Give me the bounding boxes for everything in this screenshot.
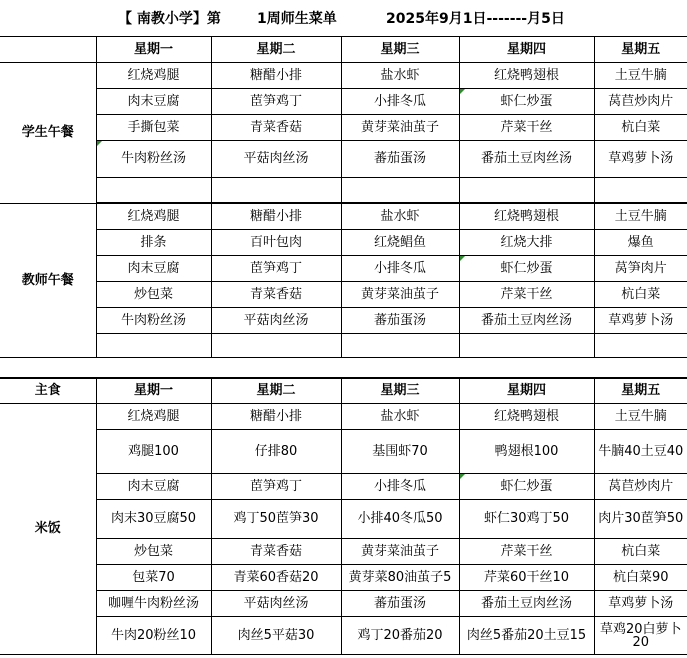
- teacher-row: [0, 256, 687, 282]
- staple-row: [0, 500, 687, 539]
- staple-row: [0, 591, 687, 617]
- menu-cell: 鸡腿100: [96, 430, 211, 474]
- staple-row: [0, 565, 687, 591]
- menu-cell: 糖醋小排: [211, 404, 341, 430]
- menu-cell: 鸡丁50茞笋30: [211, 500, 341, 539]
- student-row: [0, 63, 687, 89]
- staple-row: [0, 430, 687, 474]
- menu-cell: 蕃茄蛋汤: [341, 141, 459, 178]
- menu-cell: 虾仁30鸡丁50: [459, 500, 594, 539]
- menu-cell: 杭白菜: [594, 539, 687, 565]
- menu-cell: 小排冬瓜: [341, 474, 459, 500]
- teacher-lunch-label: 教师午餐: [0, 204, 96, 358]
- menu-cell: 仔排80: [211, 430, 341, 474]
- empty-cell: [341, 334, 459, 358]
- title-school: 【 南教小学】第: [118, 11, 221, 27]
- comment-marker-icon: [460, 474, 465, 479]
- section-gap: [0, 360, 687, 378]
- menu-cell: 芹菜干丝: [459, 282, 594, 308]
- empty-cell: [594, 178, 687, 203]
- student-empty-row: [0, 178, 687, 203]
- menu-cell: 番茄土豆肉丝汤: [459, 591, 594, 617]
- menu-cell: 肉末豆腐: [96, 474, 211, 500]
- menu-cell: 红烧鲳鱼: [341, 230, 459, 256]
- menu-cell: 莴笋肉片: [594, 256, 687, 282]
- weekday-header: 星期三: [341, 37, 459, 63]
- menu-cell: 杭白菜: [594, 115, 687, 141]
- weekday-header: 星期四: [459, 379, 594, 404]
- menu-cell: 肉末豆腐: [96, 89, 211, 115]
- staple-header-label: 主食: [0, 379, 96, 404]
- teacher-row: [0, 230, 687, 256]
- empty-cell: [211, 178, 341, 203]
- menu-cell: [459, 89, 594, 115]
- menu-cell: 肉丝5平菇30: [211, 617, 341, 655]
- menu-cell: 肉末30豆腐50: [96, 500, 211, 539]
- student-row: [0, 89, 687, 115]
- menu-cell: 红烧鸡腿: [96, 404, 211, 430]
- menu-cell: 爆鱼: [594, 230, 687, 256]
- staple-row: [0, 404, 687, 430]
- weekday-header: 星期五: [594, 37, 687, 63]
- menu-cell: 青菜香菇: [211, 115, 341, 141]
- menu-cell: 草鸡萝卜汤: [594, 141, 687, 178]
- weekday-header: 星期一: [96, 37, 211, 63]
- menu-cell: 草鸡萝卜汤: [594, 308, 687, 334]
- menu-cell: [459, 256, 594, 282]
- menu-cell: 蕃茄蛋汤: [341, 308, 459, 334]
- menu-cell: 杭白菜90: [594, 565, 687, 591]
- menu-cell: 番茄土豆肉丝汤: [459, 141, 594, 178]
- menu-cell-text: 牛肉粉丝汤: [120, 151, 186, 166]
- menu-cell: 基围虾70: [341, 430, 459, 474]
- menu-cell: 肉末豆腐: [96, 256, 211, 282]
- menu-cell: 红烧鸭翅根: [459, 63, 594, 89]
- menu-cell: 红烧大排: [459, 230, 594, 256]
- menu-cell: 糖醋小排: [211, 204, 341, 230]
- menu-cell: 黄芽菜油茧子: [341, 115, 459, 141]
- empty-cell: [96, 334, 211, 358]
- menu-cell: 手撕包菜: [96, 115, 211, 141]
- menu-cell: 黄芽菜油茧子: [341, 539, 459, 565]
- menu-cell: 青菜香菇: [211, 539, 341, 565]
- menu-cell: 黄芽菜油茧子: [341, 282, 459, 308]
- student-row: [0, 115, 687, 141]
- upper-menu-table: [0, 36, 687, 358]
- weekday-header: 星期一: [96, 379, 211, 404]
- menu-cell: 肉丝5番茄20土豆15: [459, 617, 594, 655]
- menu-cell: 莴苣炒肉片: [594, 474, 687, 500]
- menu-cell: [459, 474, 594, 500]
- empty-cell: [459, 334, 594, 358]
- menu-cell: 牛肉粉丝汤: [96, 308, 211, 334]
- weekday-header: 星期五: [594, 379, 687, 404]
- menu-cell: 红烧鸡腿: [96, 204, 211, 230]
- menu-cell: 盐水虾: [341, 404, 459, 430]
- menu-cell: 草鸡萝卜汤: [594, 591, 687, 617]
- menu-cell: 包菜70: [96, 565, 211, 591]
- corner-cell: [0, 37, 96, 63]
- empty-cell: [211, 334, 341, 358]
- teacher-row: [0, 308, 687, 334]
- menu-cell: 盐水虾: [341, 204, 459, 230]
- title-week: 1周师生菜单: [257, 11, 337, 27]
- menu-cell: 平菇肉丝汤: [211, 308, 341, 334]
- teacher-row: [0, 282, 687, 308]
- weekday-header: 星期二: [211, 37, 341, 63]
- menu-cell: 平菇肉丝汤: [211, 591, 341, 617]
- empty-cell: [341, 178, 459, 203]
- staple-menu-table: [0, 378, 687, 655]
- weekday-header: 星期三: [341, 379, 459, 404]
- menu-cell: 茞笋鸡丁: [211, 256, 341, 282]
- menu-cell: 小排冬瓜: [341, 256, 459, 282]
- menu-cell: 排条: [96, 230, 211, 256]
- comment-marker-icon: [97, 141, 102, 146]
- menu-cell: 鸭翅根100: [459, 430, 594, 474]
- empty-cell: [96, 178, 211, 203]
- title-dates: 2025年9月1日-------月5日: [386, 11, 565, 27]
- menu-cell: 草鸡20白萝卜20: [594, 617, 687, 655]
- menu-cell: 土豆牛腩: [594, 204, 687, 230]
- menu-cell-text: 虾仁炒蛋: [500, 260, 553, 276]
- weekday-header: 星期二: [211, 379, 341, 404]
- weekday-header-row: [0, 37, 687, 63]
- menu-cell: 芹菜干丝: [459, 115, 594, 141]
- staple-row: [0, 474, 687, 500]
- menu-cell: 肉片30茞笋50: [594, 500, 687, 539]
- menu-cell: 盐水虾: [341, 63, 459, 89]
- menu-cell: 青菜60香菇20: [211, 565, 341, 591]
- menu-cell: 小排冬瓜: [341, 89, 459, 115]
- menu-cell: 咖喱牛肉粉丝汤: [96, 591, 211, 617]
- comment-marker-icon: [460, 89, 465, 94]
- menu-cell: 蕃茄蛋汤: [341, 591, 459, 617]
- student-lunch-label: 学生午餐: [0, 63, 96, 204]
- menu-cell: 茞笋鸡丁: [211, 474, 341, 500]
- menu-cell: 百叶包肉: [211, 230, 341, 256]
- menu-cell: 青菜香菇: [211, 282, 341, 308]
- menu-cell: 芹菜干丝: [459, 539, 594, 565]
- menu-cell-text: 虾仁炒蛋: [500, 478, 553, 494]
- menu-cell: 黄芽菜80油茧子5: [341, 565, 459, 591]
- comment-marker-icon: [460, 256, 465, 261]
- menu-cell: 炒包菜: [96, 282, 211, 308]
- menu-cell: 牛肉20粉丝10: [96, 617, 211, 655]
- menu-cell: 红烧鸡腿: [96, 63, 211, 89]
- student-row: [0, 141, 687, 178]
- menu-cell: 莴苣炒肉片: [594, 89, 687, 115]
- teacher-row: [0, 204, 687, 230]
- menu-cell: 鸡丁20番茄20: [341, 617, 459, 655]
- menu-cell: 杭白菜: [594, 282, 687, 308]
- teacher-empty-row: [0, 334, 687, 358]
- menu-cell: 红烧鸭翅根: [459, 204, 594, 230]
- menu-cell: 糖醋小排: [211, 63, 341, 89]
- menu-cell: 芹菜60干丝10: [459, 565, 594, 591]
- staple-row: [0, 539, 687, 565]
- weekday-header: 星期四: [459, 37, 594, 63]
- staple-row: [0, 617, 687, 655]
- menu-cell-text: 虾仁炒蛋: [500, 93, 553, 109]
- rice-label: 米饭: [0, 404, 96, 655]
- menu-cell: 土豆牛腩: [594, 404, 687, 430]
- menu-cell: [96, 141, 211, 178]
- menu-cell: 牛腩40土豆40: [594, 430, 687, 474]
- menu-cell: 小排40冬瓜50: [341, 500, 459, 539]
- menu-cell: 番茄土豆肉丝汤: [459, 308, 594, 334]
- menu-cell: 平菇肉丝汤: [211, 141, 341, 178]
- menu-cell: 茞笋鸡丁: [211, 89, 341, 115]
- menu-cell: 炒包菜: [96, 539, 211, 565]
- menu-cell: 土豆牛腩: [594, 63, 687, 89]
- menu-cell: 红烧鸭翅根: [459, 404, 594, 430]
- staple-header-row: [0, 379, 687, 404]
- empty-cell: [594, 334, 687, 358]
- empty-cell: [459, 178, 594, 203]
